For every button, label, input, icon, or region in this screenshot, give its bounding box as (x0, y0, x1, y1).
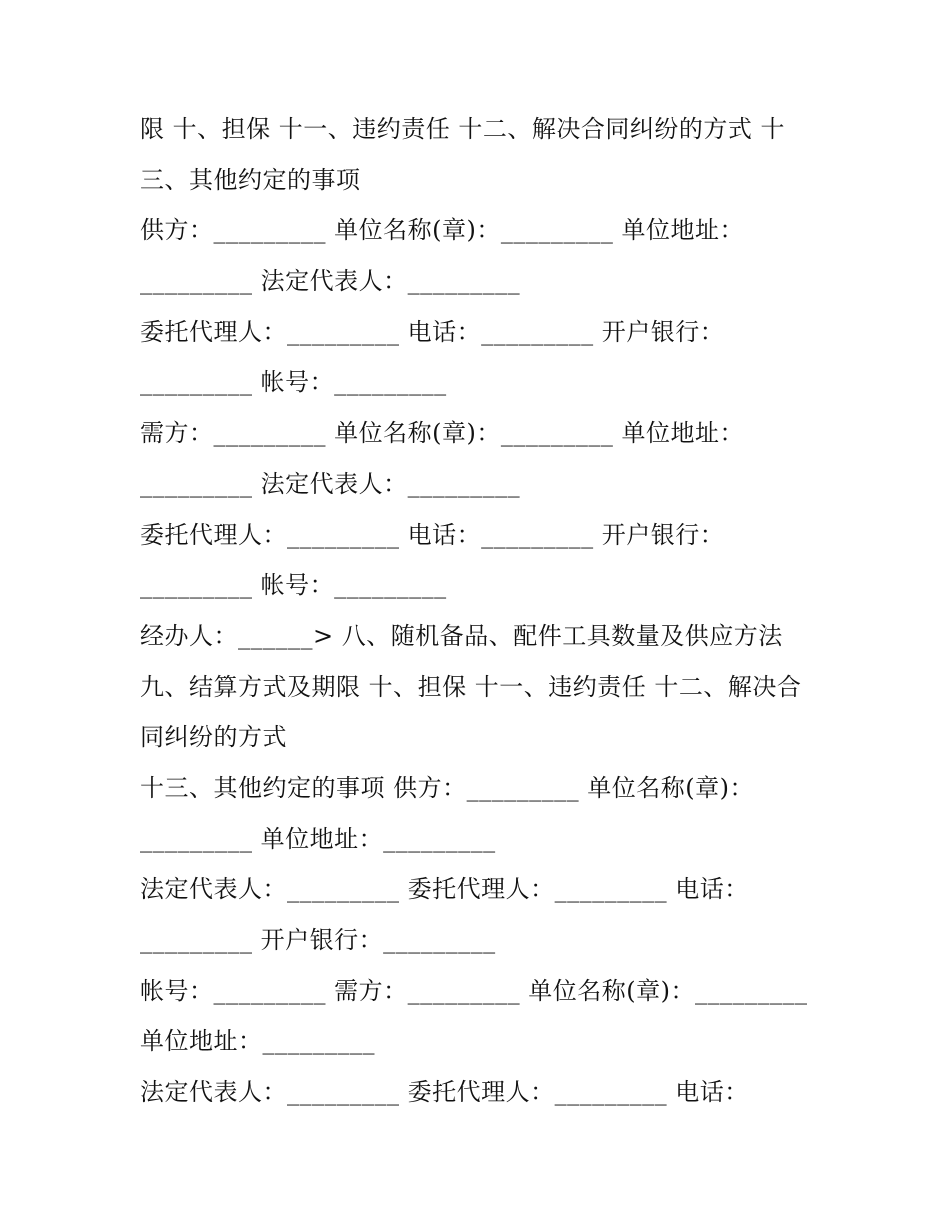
text-line: 经办人：______> 八、随机备品、配件工具数量及供应方法 (140, 621, 783, 650)
text-line: 帐号：_________ 需方：_________ 单位名称(章)：_________ (140, 976, 808, 1005)
text-line: _________ 法定代表人：_________ (140, 469, 521, 498)
text-line: _________ 开户银行：_________ (140, 926, 496, 954)
text-line: 法定代表人：_________ 委托代理人：_________ 电话： (140, 875, 749, 904)
text-line: _________ 单位地址：_________ (140, 824, 496, 853)
text-line: 十三、其他约定的事项 供方：_________ 单位名称(章)： (140, 773, 754, 802)
text-line: _________ 帐号：_________ (140, 571, 447, 600)
text-line: 法定代表人：_________ 委托代理人：_________ 电话： (140, 1078, 749, 1107)
text-line: 委托代理人：_________ 电话：_________ 开户银行： (140, 317, 725, 346)
text-line: _________ 法定代表人：_________ (140, 267, 521, 296)
text-line: _________ 帐号：_________ (140, 368, 447, 397)
text-line: 需方：_________ 单位名称(章)：_________ 单位地址： (140, 419, 744, 448)
text-line: 限 十、担保 十一、违约责任 十二、解决合同纠纷的方式 十 (140, 115, 786, 143)
text-line: 单位地址：_________ (140, 1027, 375, 1056)
text-line: 三、其他约定的事项 (140, 165, 361, 194)
document-body (140, 104, 820, 1118)
text-line: 九、结算方式及期限 十、担保 十一、违约责任 十二、解决合 (140, 672, 802, 701)
text-line: 供方：_________ 单位名称(章)：_________ 单位地址： (140, 216, 744, 245)
text-line: 同纠纷的方式 (140, 723, 287, 752)
text-line: 委托代理人：_________ 电话：_________ 开户银行： (140, 520, 725, 549)
